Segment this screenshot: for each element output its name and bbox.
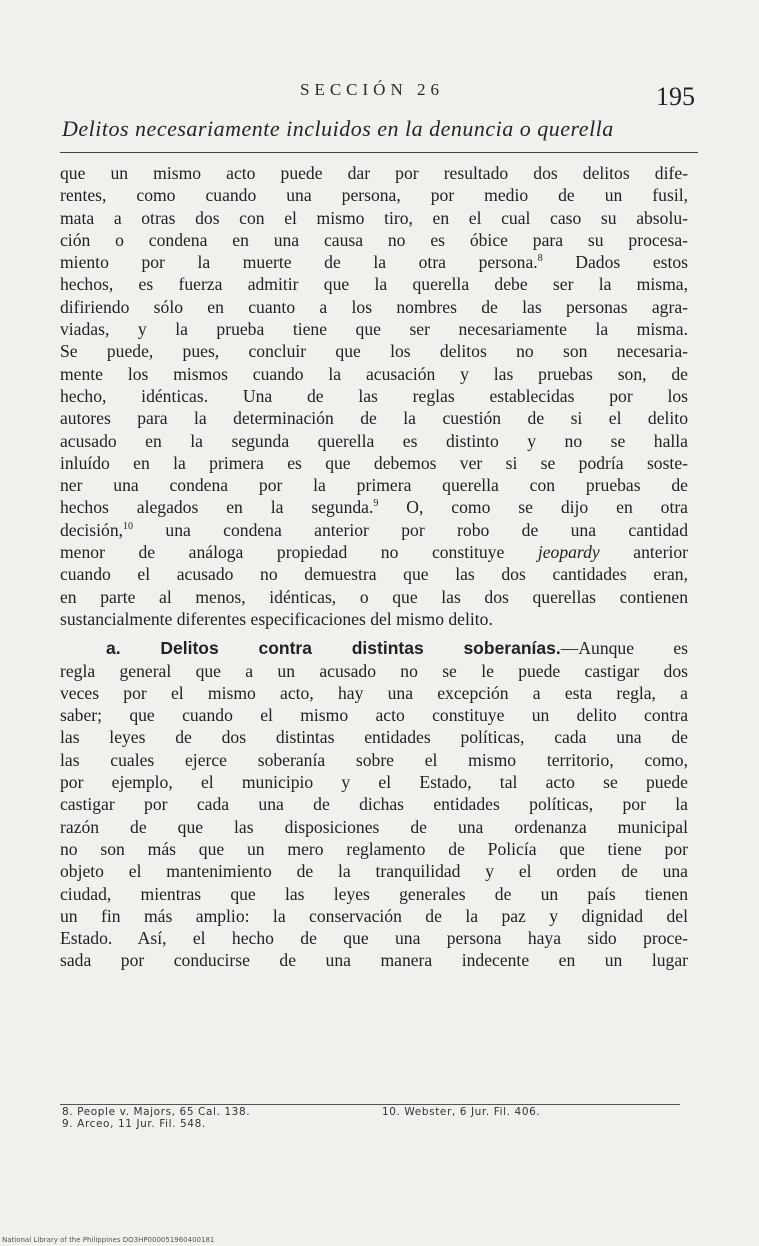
footnote-9: 9. Arceo, 11 Jur. Fil. 548. [62,1118,206,1130]
running-title: Delitos necesariamente incluidos en la denuncia o querella [62,116,614,141]
text-line: hechos, es fuerza admitir que la querella debe ser la misma, [60,274,688,295]
text-line: veces por el mismo acto, hay una excepción a esta regla, a [60,682,688,703]
text-line: las leyes de dos distintas entidades políticas, cada una de [60,727,688,748]
text-line [60,637,688,659]
text-line: ción o condena en una causa no es óbice para su procesa- [60,229,688,250]
text-line: las cuales ejerce soberanía sobre el mismo territorio, como, [60,749,688,770]
text-line: Estado. Así, el hecho de que una persona haya sido proce- [60,928,688,949]
text-fragment: Dados estos [575,252,689,273]
text-line: sustancialmente diferentes especificaciones del mismo delito. [60,608,493,629]
text-line: regla general que a un acusado no se le puede castigar dos [60,660,688,681]
text-line [60,251,688,273]
paragraph-main [60,162,688,630]
text-line: en parte al menos, idénticas, o que las dos querellas contienen [60,586,688,607]
text-line: no son más que un mero reglamento de Policía que tiene por [60,838,688,859]
text-fragment: —Aunque es [560,638,688,659]
footnote-rule [60,1104,680,1105]
text-line: hecho, idénticas. Una de las reglas establecidas por los [60,385,688,406]
footnote-ref-10: 10 [123,520,134,532]
text-fragment: decisión, [60,519,124,540]
text-line: Se puede, pues, concluir que los delitos no son necesaria- [60,341,688,362]
section-label: SECCIÓN 26 [300,80,444,99]
text-line: ciudad, mientras que las leyes generales de un país tienen [60,883,688,904]
text-line: autores para la determinación de la cuestión de si el delito [60,408,688,429]
footnote-8: 8. People v. Majors, 65 Cal. 138. [62,1106,251,1118]
text-fragment: menor de análoga propiedad no constituye [60,542,505,563]
text-line [60,496,688,518]
text-line [60,541,688,563]
text-line: ner una condena por la primera querella con pruebas de [60,475,688,496]
text-fragment: una condena anterior por robo de una cantidad [165,519,688,540]
page-number: 195 [656,82,695,111]
text-fragment: O, como se dijo en otra [406,497,688,518]
text-line: cuando el acusado no demuestra que las dos cantidades eran, [60,564,688,585]
text-line: viadas, y la prueba tiene que ser necesariamente la misma. [60,319,688,340]
text-line: acusado en la segunda querella es distinto y no se halla [60,430,688,451]
text-line: saber; que cuando el mismo acto constituye un delito contra [60,705,688,726]
scan-watermark: National Library of the Philippines DO3HP000051960400181 [2,1236,215,1244]
subsection-heading: a. Delitos contra distintas soberanías. [106,638,561,659]
text-fragment: miento por la muerte de la otra persona. [60,252,538,273]
text-fragment: anterior [633,542,689,563]
footnote-ref-8: 8 [537,253,543,265]
text-line: sada por conducirse de una manera indecente en un lugar [60,950,688,971]
footnote-10: 10. Webster, 6 Jur. Fil. 406. [382,1106,541,1118]
text-line: por ejemplo, el municipio y el Estado, tal acto se puede [60,772,688,793]
text-fragment: hechos alegados en la segunda. [60,497,374,518]
text-line: que un mismo acto puede dar por resultado dos delitos dife- [60,163,688,183]
text-line: mata a otras dos con el mismo tiro, en el cual caso su absolu- [60,207,688,228]
text-line [60,519,688,541]
text-line: difiriendo sólo en cuanto a los nombres de las personas agra- [60,296,688,317]
text-line: objeto el mantenimiento de la tranquilidad y el orden de una [60,861,688,882]
text-line: mente los mismos cuando la acusación y las pruebas son, de [60,363,688,384]
text-line: inluído en la primera es que debemos ver si se podría soste- [60,452,688,473]
footnote-ref-9: 9 [373,498,379,510]
footnote-column-left [62,1106,250,1130]
page-header [0,80,759,110]
footnote-column-right [382,1106,540,1118]
text-line: rentes, como cuando una persona, por medio de un fusil, [60,185,688,206]
header-rule [60,152,698,153]
text-line: un fin más amplio: la conservación de la paz y dignidad del [60,905,688,926]
italic-term: jeopardy [537,542,600,563]
text-line: castigar por cada una de dichas entidades políticas, por la [60,794,688,815]
body-text [60,162,688,972]
text-line: razón de que las disposiciones de una ordenanza municipal [60,816,688,837]
subsection-paragraph [60,637,688,971]
